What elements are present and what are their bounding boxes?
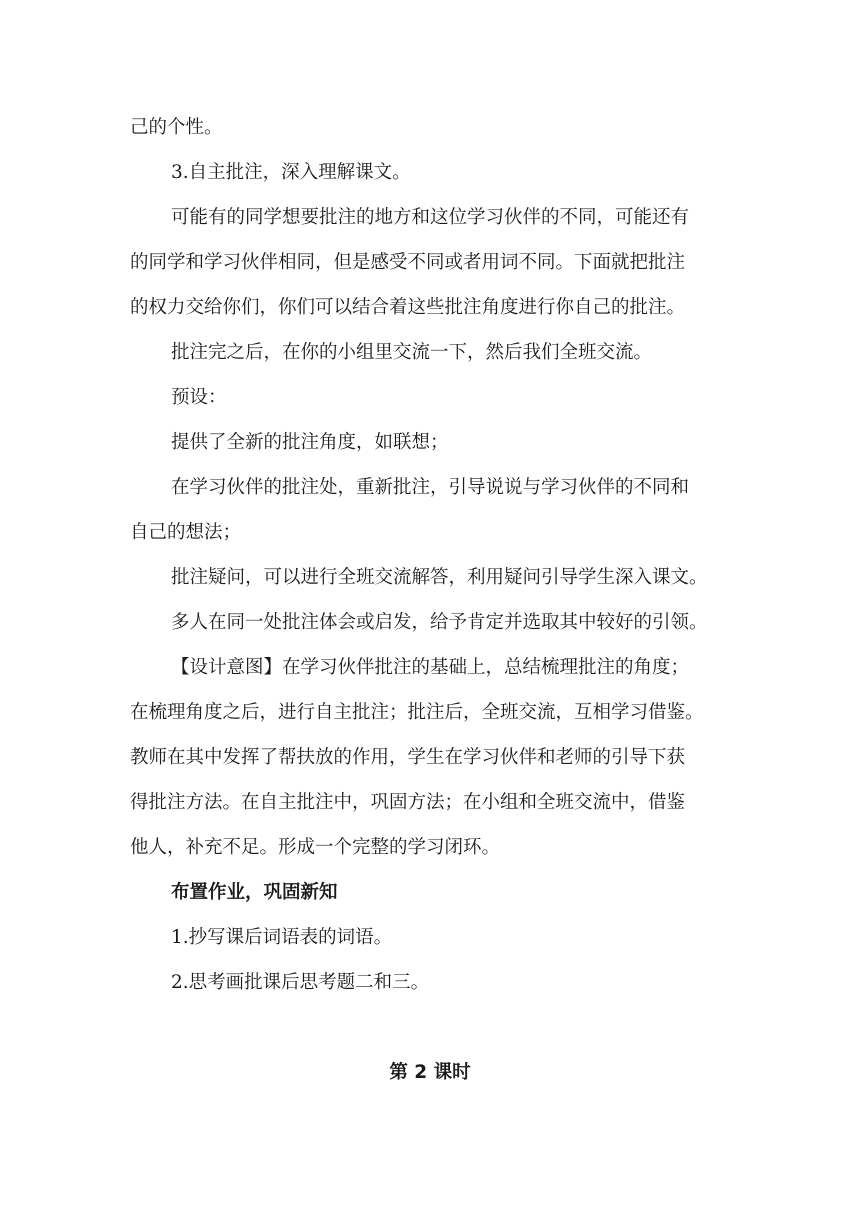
lesson-title: 第 2 课时 <box>389 1062 471 1083</box>
paragraph-line: 可能有的同学想要批注的地方和这位学习伙伴的不同，可能还有 <box>171 207 690 228</box>
paragraph-line: 他人，补充不足。形成一个完整的学习闭环。 <box>130 837 501 858</box>
homework-item-1: 1.抄写课后词语表的词语。 <box>171 927 393 948</box>
paragraph-line: 在学习伙伴的批注处，重新批注，引导说说与学习伙伴的不同和 <box>171 477 690 498</box>
paragraph-line: 批注完之后，在你的小组里交流一下，然后我们全班交流。 <box>171 342 653 363</box>
design-intent-line: 【设计意图】在学习伙伴批注的基础上，总结梳理批注的角度； <box>171 657 690 678</box>
section-heading-3: 3.自主批注，深入理解课文。 <box>171 162 411 183</box>
preset-label: 预设： <box>171 387 227 408</box>
paragraph-line: 的同学和学习伙伴相同，但是感受不同或者用词不同。下面就把批注 <box>130 252 686 273</box>
paragraph-line: 多人在同一处批注体会或启发，给予肯定并选取其中较好的引领。 <box>171 612 708 633</box>
homework-item-2: 2.思考画批课后思考题二和三。 <box>171 972 430 993</box>
paragraph-line: 的权力交给你们，你们可以结合着这些批注角度进行你自己的批注。 <box>130 297 686 318</box>
paragraph-line: 在梳理角度之后，进行自主批注；批注后，全班交流，互相学习借鉴。 <box>130 702 704 723</box>
paragraph-line: 己的个性。 <box>130 117 223 138</box>
paragraph-line: 批注疑问，可以进行全班交流解答，利用疑问引导学生深入课文。 <box>171 567 708 588</box>
homework-heading: 布置作业，巩固新知 <box>171 882 338 903</box>
paragraph-line: 自己的想法； <box>130 522 242 543</box>
paragraph-line: 教师在其中发挥了帮扶放的作用，学生在学习伙伴和老师的引导下获 <box>130 747 686 768</box>
paragraph-line: 得批注方法。在自主批注中，巩固方法；在小组和全班交流中，借鉴 <box>130 792 686 813</box>
paragraph-line: 提供了全新的批注角度，如联想； <box>171 432 449 453</box>
